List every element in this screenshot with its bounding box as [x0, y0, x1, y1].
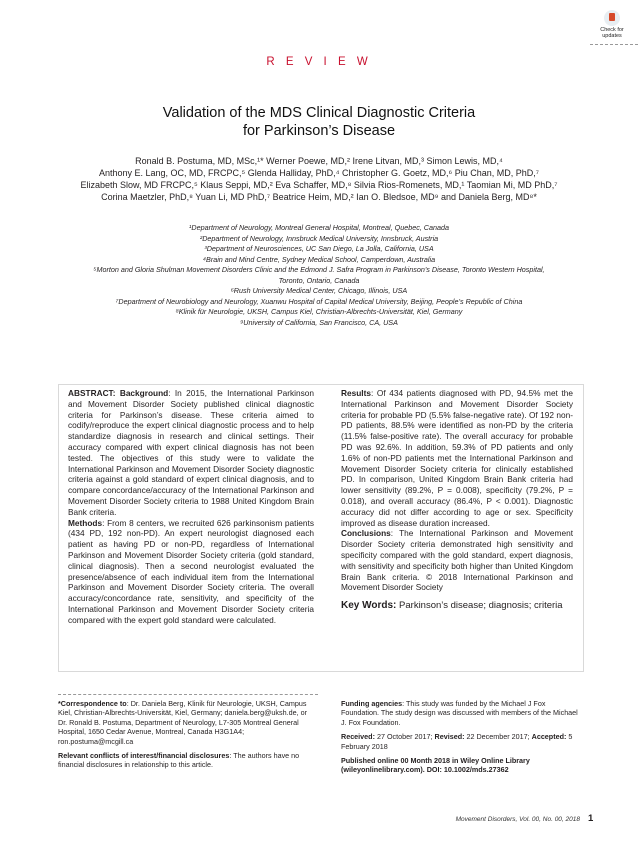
- affiliation: ⁴Brain and Mind Centre, Sydney Medical School, Camperdown, Australia: [202, 254, 436, 264]
- title-line-1: Validation of the MDS Clinical Diagnostic Criteria: [162, 105, 476, 121]
- footnote-rule: [58, 694, 318, 695]
- affiliations: [40, 223, 598, 328]
- affiliation: ⁵Morton and Gloria Shulman Movement Disorders Clinic and the Edmond J. Safra Program in Parkinson’s Disease, Toronto Western Hospital,: [93, 265, 545, 274]
- correspondence-text: Dr. Daniela Berg, Klinik für Neurologie, UKSH, Campus Kiel, Christian-Albrechts-Universität, Kiel, Germany; daniela.berg@uksh.de, or Dr. Ronald B. Postuma, Department of Neurology, L7-305 Montreal General Hospital, 1650 Cedar Avenue, Montreal, Canada H3G1A4; ron.postuma@mcgill.ca: [58, 699, 307, 746]
- author-list: [50, 155, 588, 203]
- title-line-2: for Parkinson’s Disease: [242, 123, 396, 139]
- correspondence: *Correspondence to: Dr. Daniela Berg, Klinik für Neurologie, UKSH, Campus Kiel, Christian-Albrechts-Universität, Kiel, Germany; daniela.berg@uksh.de, or Dr. Ronald B. Postuma, Department of Neurology, L7-305 Montreal General Hospital, 1650 Cedar Avenue, Montreal, Canada H3G1A4; ron.postuma@mcgill.ca: [58, 699, 307, 746]
- author-line: Ronald B. Postuma, MD, MSc,¹* Werner Poewe, MD,² Irene Litvan, MD,³ Simon Lewis, MD,⁴: [135, 156, 503, 166]
- conclusions-text: The International Parkinson and Movement Disorder Society criteria demonstrated high sensitivity and specificity compared with the gold standard, expert diagnosis, with sensitivity and specificity both higher than United Kingdom Brain Bank criteria. © 2018 International Parkinson and Movement Disorder Society: [341, 528, 573, 593]
- correspondence-label: *Correspondence to: [58, 699, 127, 708]
- conflicts: Relevant conflicts of interest/financial disclosures: The authors have no financial disclosures in relationship to this article.: [58, 751, 300, 770]
- funding-text: This study was funded by the Michael J Fox Foundation. The study design was discussed with members of the Michael J. Fox Foundation.: [341, 699, 578, 727]
- funding: Funding agencies: This study was funded by the Michael J Fox Foundation. The study design was discussed with members of the Michael J. Fox Foundation.: [341, 699, 578, 727]
- abstract-label: ABSTRACT:: [68, 388, 116, 398]
- section-label: R E V I E W: [266, 56, 372, 68]
- header-rule: [590, 44, 638, 45]
- affiliation: ⁹University of California, San Francisco, CA, USA: [240, 317, 398, 327]
- affiliation: ⁸Klinik für Neurologie, UKSH, Campus Kiel, Christian-Albrechts-Universität, Kiel, Germany: [175, 307, 463, 316]
- abstract-background: ABSTRACT: Background: In 2015, the International Parkinson and Movement Disorder Society published clinical diagnostic criteria for Parkinson’s disease. These criteria aimed to codify/reproduce the expert clinical diagnostic process and to help standardize diagnosis in research and clinical settings. Their accuracy compared with expert clinical diagnosis has not been tested. The objectives of this study were to validate the International Parkinson and Movement Disorder Society diagnostic criteria against a gold standard of expert clinical diagnosis, and to compare concordance/accuracy of the International Parkinson and Movement Disorder Society criteria to 1988 United Kingdom Brain Bank criteria.: [68, 388, 314, 517]
- published-info[interactable]: Published online 00 Month 2018 in Wiley Online Library (wileyonlinelibrary.com). DOI: 10.1002/mds.27362: [341, 756, 530, 775]
- abstract-conclusions: Conclusions: The International Parkinson and Movement Disorder Society criteria demonstrated high sensitivity and specificity compared with the gold standard, expert diagnosis, with sensitivity and specificity both higher than United Kingdom Brain Bank criteria. © 2018 International Parkinson and Movement Disorder Society: [341, 528, 573, 593]
- accepted-label: Accepted:: [531, 732, 567, 742]
- footnotes-left: [58, 699, 318, 775]
- journal-footer: Movement Disorders, Vol. 00, No. 00, 2018: [455, 816, 580, 823]
- abstract-methods: Methods: From 8 centers, we recruited 626 parkinsonism patients (434 PD, 192 non-PD). An expert neurologist diagnosed each patient as having PD or non-PD, regardless of International Parkinson and Movement Disorder Society criteria (gold standard, clinical diagnosis). Then a second neurologist evaluated the presence/absence of each individual item from the International Parkinson and Movement Disorder Society criteria. The overall accuracy/concordance rate, sensitivity, and specificity of the International Parkinson and Movement Disorder Society criteria compared with the expert gold standard were calculated.: [68, 517, 314, 625]
- revised-label: Revised:: [434, 732, 465, 742]
- received-label: Received:: [341, 732, 375, 742]
- affiliation: ⁶Rush University Medical Center, Chicago, Illinois, USA: [230, 286, 408, 295]
- author-line: Elizabeth Slow, MD FRCPC,⁵ Klaus Seppi, MD,² Eva Schaffer, MD,⁸ Silvia Rios-Romenets, MD,¹ Taomian Mi, MD PhD,⁷: [80, 180, 558, 190]
- badge-caption: Check for updates: [600, 27, 624, 39]
- article-title: [80, 104, 558, 140]
- funding-label: Funding agencies: [341, 699, 403, 708]
- conflicts-text: The authors have no financial disclosures in relationship to this article.: [58, 751, 300, 770]
- methods-label: Methods: [68, 517, 103, 528]
- background-text: In 2015, the International Parkinson and Movement Disorder Society published clinical diagnostic criteria for Parkinson’s disease. These criteria aimed to codify/reproduce the expert clinical diagnostic process and to help standardize diagnosis in research and clinical settings. Their accuracy compared with expert clinical diagnosis has not been tested. The objectives of this study were to validate the International Parkinson and Movement Disorder Society diagnostic criteria against a gold standard of expert clinical diagnosis, and to compare concordance/accuracy of the International Parkinson and Movement Disorder Society criteria to 1988 United Kingdom Brain Bank criteria.: [68, 388, 314, 517]
- abstract-left-column: [68, 388, 314, 626]
- crossmark-icon: [604, 10, 620, 26]
- conclusions-label: Conclusions: [341, 528, 391, 539]
- page-number: 1: [588, 813, 594, 824]
- dates: [341, 732, 581, 751]
- check-for-updates-badge[interactable]: [590, 10, 634, 39]
- keywords-label: Key Words:: [341, 600, 397, 612]
- keywords: [341, 601, 573, 612]
- affiliation: ⁷Department of Neurobiology and Neurology, Xuanwu Hospital of Capital Medical University, Beijing, People’s Republic of China: [115, 296, 523, 306]
- affiliation: Toronto, Ontario, Canada: [278, 275, 360, 285]
- author-line: [50, 167, 588, 179]
- methods-text: From 8 centers, we recruited 626 parkinsonism patients (434 PD, 192 non-PD). An expert neurologist diagnosed each patient as having PD or non-PD, regardless of International Parkinson and Movement Disorder Society criteria (gold standard, clinical diagnosis). Then a second neurologist evaluated the presence/absence of each individual item from the International Parkinson and Movement Disorder Society criteria. The overall accuracy/concordance rate, sensitivity, and specificity of the International Parkinson and Movement Disorder Society criteria compared with the expert gold standard were calculated.: [68, 517, 314, 625]
- results-label: Results: [341, 388, 371, 398]
- affiliation: ²Department of Neurology, Innsbruck Medical University, Innsbruck, Austria: [199, 233, 439, 243]
- conflicts-label: Relevant conflicts of interest/financial disclosures: [58, 751, 230, 761]
- affiliation: ¹Department of Neurology, Montreal General Hospital, Montreal, Quebec, Canada: [189, 223, 449, 232]
- received-date: 27 October 2017;: [376, 732, 433, 742]
- author-line-text: Anthony E. Lang, OC, MD, FRCPC,⁵ Glenda Halliday, PhD,⁴ Christopher G. Goetz, MD,⁶ Piu Chan, MD, PhD,⁷: [98, 168, 540, 178]
- accepted-date: 5 February 2018: [341, 732, 573, 751]
- keywords-text: Parkinson’s disease; diagnosis; criteria: [399, 600, 563, 612]
- revised-date: 22 December 2017;: [466, 732, 530, 742]
- author-line: Corina Maetzler, PhD,⁸ Yuan Li, MD PhD,⁷ Beatrice Heim, MD,² Ian O. Bledsoe, MD⁹ and Daniela Berg, MD⁸*: [101, 192, 537, 202]
- abstract-results: Results: Of 434 patients diagnosed with PD, 94.5% met the International Parkinson and Movement Disorder Society criteria for probable PD (5.5% false-negative rate). Of 192 non-PD patients, 88.5% were identified as non-PD by the criteria (11.5% false-positive rate). The overall accuracy for probable PD was 92.6%. In addition, 59.3% of PD patients and only 1.6% of non-PD patients met the International Parkinson and Movement Disorder Society criteria for clinically established PD. In comparison, United Kingdom Brain Bank criteria had lower sensitivity (89.2%, P = 0.008), specificity (79.2%, P = 0.018), and overall accuracy (86.4%, P < 0.001). Diagnostic accuracy did not differ according to age or sex. Specificity improved as disease duration increased.: [341, 388, 573, 528]
- abstract-right-column: [341, 388, 573, 612]
- background-label: Background: [119, 388, 169, 398]
- affiliation: ³Department of Neurosciences, UC San Diego, La Jolla, California, USA: [204, 244, 434, 253]
- footnotes-right: [341, 699, 581, 780]
- results-text: Of 434 patients diagnosed with PD, 94.5% met the International Parkinson and Movement Disorder Society criteria for probable PD (5.5% false-negative rate). Of 192 non-PD patients, 88.5% were identified as non-PD by the criteria (11.5% false-positive rate). The overall accuracy for probable PD was 92.6%. In addition, 59.3% of PD patients and only 1.6% of non-PD patients met the International Parkinson and Movement Disorder Society criteria for clinically established PD. In comparison, United Kingdom Brain Bank criteria had lower sensitivity (89.2%, P = 0.008), specificity (79.2%, P = 0.018), and overall accuracy (86.4%, P < 0.001). Diagnostic accuracy did not differ according to age or sex. Specificity improved as disease duration increased.: [341, 388, 573, 528]
